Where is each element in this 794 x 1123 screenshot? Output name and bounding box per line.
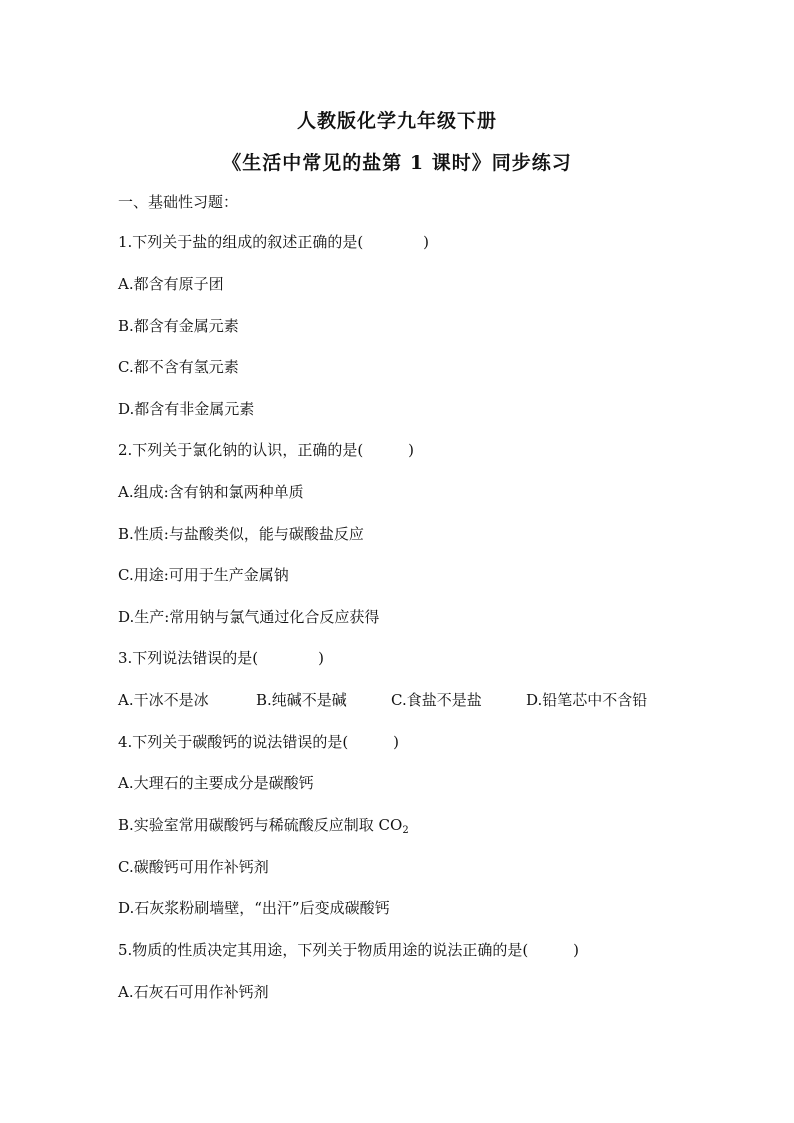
question-1-option-c: C.都不含有氢元素 [118, 358, 239, 376]
question-3-options [118, 690, 678, 710]
question-4-option-a: A.大理石的主要成分是碳酸钙 [118, 774, 314, 792]
question-4-option-b [118, 815, 409, 841]
question-4-stem: 4.下列关于碳酸钙的说法错误的是( ) [118, 733, 400, 751]
doc-subtitle: 《生活中常见的盐第 1 课时》同步练习 [222, 152, 572, 174]
question-2-option-b: B.性质:与盐酸类似，能与碳酸盐反应 [118, 525, 364, 543]
question-5-stem: 5.物质的性质决定其用途，下列关于物质用途的说法正确的是( ) [118, 941, 580, 959]
question-3-option-b: B.纯碱不是碱 [256, 691, 347, 709]
section-heading: 一、基础性习题： [118, 193, 239, 211]
question-4-option-c: C.碳酸钙可用作补钙剂 [118, 858, 269, 876]
question-2-option-d: D.生产:常用钠与氯气通过化合反应获得 [118, 608, 380, 626]
question-4-option-d: D.石灰浆粉刷墙壁，“出汗”后变成碳酸钙 [118, 899, 390, 917]
question-1-option-d: D.都含有非金属元素 [118, 400, 255, 418]
question-1-option-a: A.都含有原子团 [118, 275, 224, 293]
question-3-stem: 3.下列说法错误的是( ) [118, 649, 325, 667]
question-3-option-d: D.铅笔芯中不含铅 [526, 691, 648, 709]
question-3-option-a: A.干冰不是冰 [118, 691, 209, 709]
question-1-option-b: B.都含有金属元素 [118, 317, 239, 335]
question-2-option-c: C.用途:可用于生产金属钠 [118, 566, 289, 584]
question-1-stem: 1.下列关于盐的组成的叙述正确的是( ) [118, 233, 430, 251]
subscript-2: 2 [402, 825, 409, 836]
doc-title: 人教版化学九年级下册 [296, 110, 497, 132]
question-4-option-b-text: B.实验室常用碳酸钙与稀硫酸反应制取 CO [118, 816, 403, 834]
question-2-stem: 2.下列关于氯化钠的认识，正确的是( ) [118, 441, 415, 459]
question-5-option-a: A.石灰石可用作补钙剂 [118, 983, 269, 1001]
question-2-option-a: A.组成:含有钠和氯两种单质 [118, 483, 304, 501]
question-3-option-c: C.食盐不是盐 [391, 691, 482, 709]
